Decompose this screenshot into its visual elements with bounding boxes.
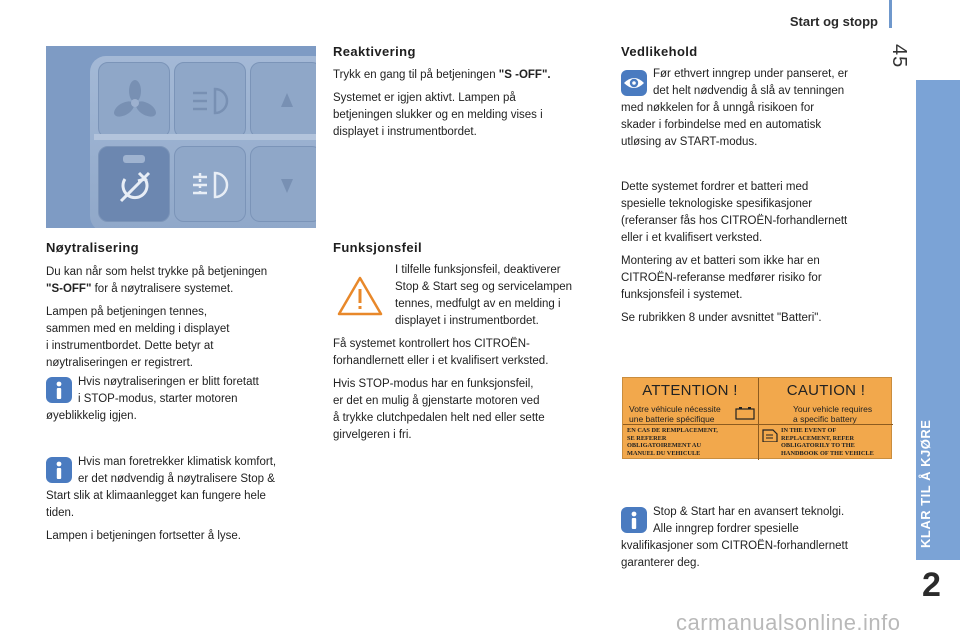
battery-section bbox=[621, 179, 901, 327]
info-icon bbox=[621, 507, 647, 533]
battery-icon bbox=[735, 406, 755, 420]
triangle-down-icon bbox=[251, 147, 316, 223]
heading-funksjonsfeil: Funksjonsfeil bbox=[333, 240, 422, 255]
info-note-advanced-tech bbox=[621, 504, 901, 572]
system-active-paragraph: Systemet er igjen aktivt. Lampen på betjeningen slukker og en melding vises i displayet i instrumentbordet. bbox=[333, 92, 543, 138]
s-off-lamp bbox=[123, 155, 145, 163]
control-panel-photo bbox=[46, 46, 316, 228]
eye-note-text: Før ethvert inngrep under panseret, er det helt nødvendig å slå av tenningen med nøkkelen for å unngå risikoen for skader i forbindelse med en automatisk utløsing av START-modus. bbox=[621, 68, 848, 148]
battery-warning-label bbox=[622, 377, 892, 459]
malfunction-warning-text: I tilfelle funksjonsfeil, deaktiverer Stop & Start seg og servicelampen tennes, medfulgt av en melding i displayet i instrumentbordet. bbox=[395, 264, 573, 327]
info-icon bbox=[46, 457, 72, 483]
info-note-stop-mode bbox=[46, 374, 316, 425]
page-number: 45 bbox=[888, 44, 910, 69]
fog-lamp-button bbox=[174, 146, 246, 222]
have-checked-paragraph: Få systemet kontrollert hos CITROËN- forhandlernett eller i et kvalifisert verksted. bbox=[333, 338, 549, 367]
column-reactivation bbox=[333, 44, 608, 141]
column-malfunction bbox=[333, 240, 618, 444]
handbook-icon bbox=[761, 428, 779, 442]
info-icon bbox=[46, 377, 72, 403]
headlamp-adjust-button bbox=[174, 62, 246, 138]
column-neutralisation bbox=[46, 240, 316, 372]
fan-icon bbox=[99, 63, 171, 139]
info-note-text: Hvis nøytraliseringen er blitt foretatt i STOP-modus, starter motoren øyeblikkelig igjen. bbox=[46, 376, 259, 422]
fog-lamp-icon bbox=[175, 147, 247, 223]
reactivate-paragraph: Trykk en gang til på betjeningen "S -OFF". bbox=[333, 69, 551, 81]
headlamp-icon bbox=[175, 63, 247, 139]
heading-vedlikehold: Vedlikehold bbox=[621, 44, 698, 59]
battery-risk-paragraph: Montering av et batteri som ikke har en CITROËN-referanse medfører risiko for funksjonsfeil i systemet. bbox=[621, 255, 822, 301]
info-note-climate bbox=[46, 454, 318, 545]
battery-spec-paragraph: Dette systemet fordrer et batteri med spesielle teknologiske spesifikasjoner (referanser fås hos CITROËN-forhandlernett eller i et kvalifisert verksted. bbox=[621, 181, 848, 244]
triangle-up-icon bbox=[251, 63, 316, 139]
header-rule bbox=[889, 0, 892, 28]
eye-icon bbox=[621, 70, 647, 96]
warning-icon bbox=[337, 276, 383, 321]
panel-divider bbox=[94, 134, 316, 140]
lamp-stays-lit-text: Lampen i betjeningen fortsetter å lyse. bbox=[46, 530, 241, 542]
up-button bbox=[250, 62, 316, 138]
restart-paragraph: Hvis STOP-modus har en funksjonsfeil, er det en mulig å gjenstarte motoren ved å trykke clutchpedalen helt ned eller sette girvelgeren i fri. bbox=[333, 378, 545, 441]
s-off-button bbox=[98, 146, 170, 222]
battery-reference-paragraph: Se rubrikken 8 under avsnittet "Batteri". bbox=[621, 312, 822, 324]
label-french: ATTENTION ! Votre véhicule nécessite une batterie spécifique EN CAS DE REMPLACEMENT, SE REFERER OBLIGATOIREMENT AU MANUEL DU VEHICULE bbox=[623, 378, 757, 460]
fan-button bbox=[98, 62, 170, 138]
column-maintenance bbox=[621, 44, 899, 151]
chapter-number: 2 bbox=[922, 566, 941, 604]
neutralise-paragraph: Du kan når som helst trykke på betjeningen "S-OFF" for å nøytralisere systemet. bbox=[46, 266, 268, 295]
running-header: Start og stopp bbox=[789, 14, 878, 29]
heading-reaktivering: Reaktivering bbox=[333, 44, 416, 59]
lamp-paragraph: Lampen på betjeningen tennes, sammen med en melding i displayet i instrumentbordet. Dette betyr at nøytraliseringen er registrert. bbox=[46, 306, 230, 369]
info-note-text: Hvis man foretrekker klimatisk komfort, er det nødvendig å nøytralisere Stop & Start slik at klimaanlegget kan fungere hele tiden. bbox=[46, 456, 277, 519]
watermark: carmanualsonline.info bbox=[676, 610, 901, 635]
label-english: CAUTION ! Your vehicle requires a specific battery IN THE EVENT OF REPLACEMENT, REFER OBLIGATORILY TO THE HANDBOOK OF THE VEHICLE bbox=[758, 378, 892, 460]
eye-note bbox=[621, 66, 899, 151]
info-note-text: Stop & Start har en avansert teknolgi. Alle inngrep fordrer spesielle kvalifikasjoner som CITROËN-forhandlernett garanterer deg. bbox=[621, 506, 848, 569]
heading-noytralisering: Nøytralisering bbox=[46, 240, 140, 255]
down-button bbox=[250, 146, 316, 222]
